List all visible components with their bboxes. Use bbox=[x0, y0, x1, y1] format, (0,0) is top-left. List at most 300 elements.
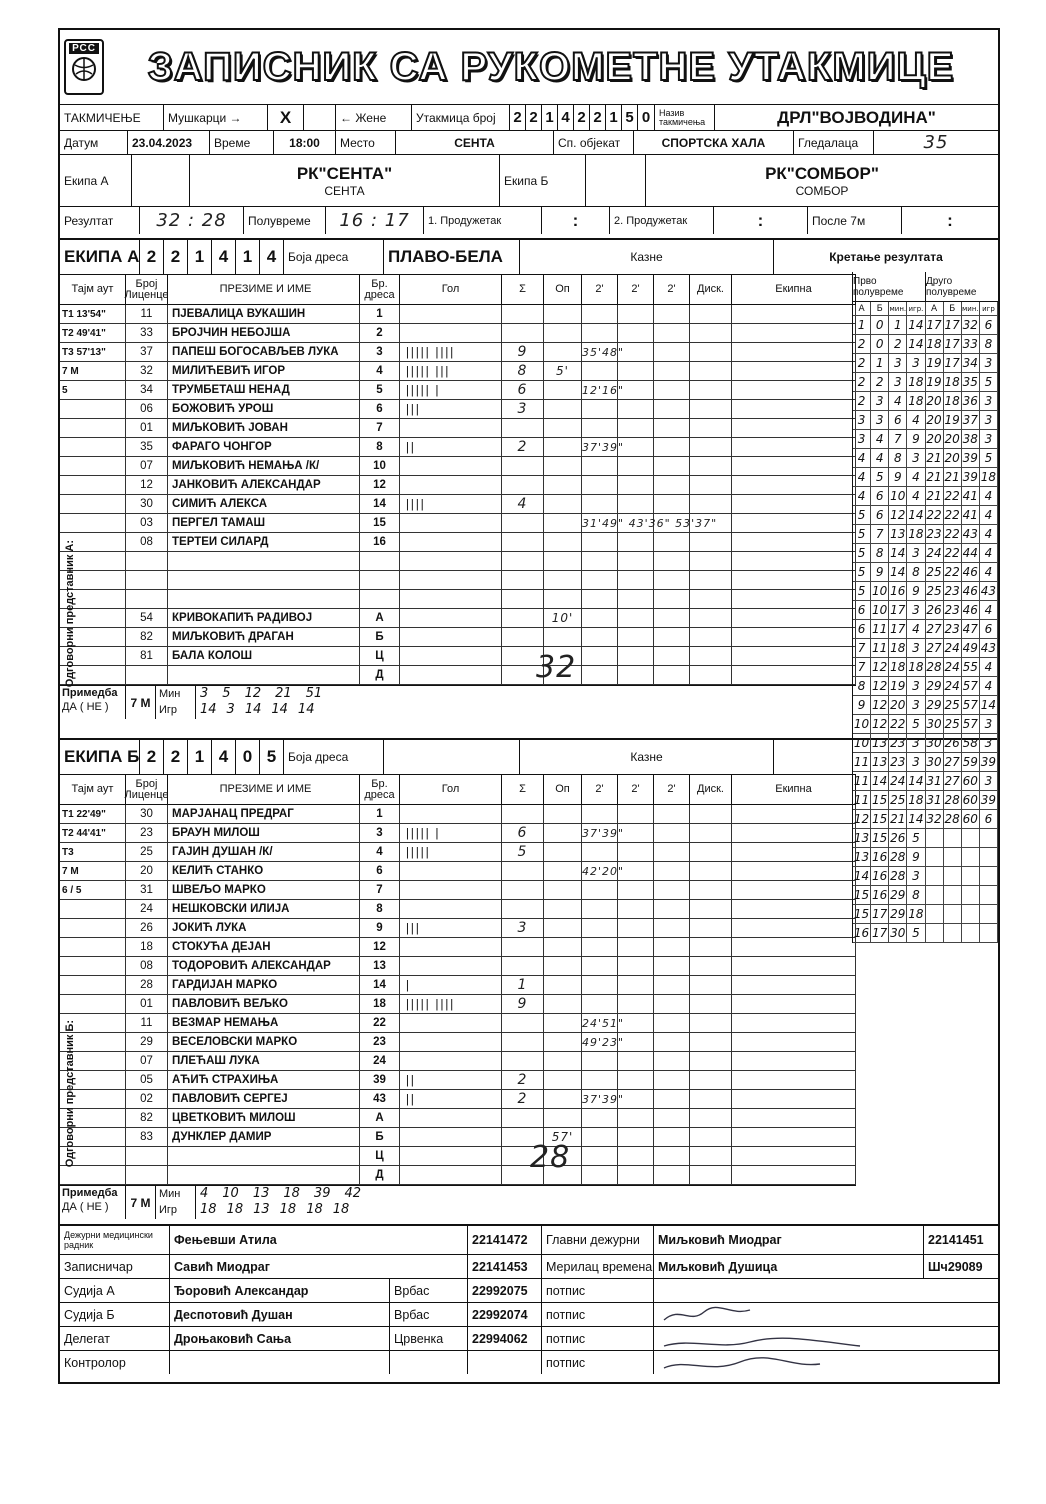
timeout-cell bbox=[60, 476, 126, 494]
progress-cell bbox=[980, 924, 998, 942]
suspension-cell-2 bbox=[618, 1128, 654, 1146]
progress-cell: 4 bbox=[853, 487, 871, 505]
player-name: СИМИЋ АЛЕКСА bbox=[168, 495, 360, 513]
progress-cell: 13 bbox=[853, 850, 870, 864]
progress-row bbox=[853, 715, 998, 734]
igr-value: 18 bbox=[279, 1202, 297, 1217]
team-penalty-cell bbox=[732, 900, 856, 918]
player-row bbox=[60, 305, 856, 324]
team-penalty-cell bbox=[732, 305, 856, 323]
team-a-jersey: ПЛАВО-БЕЛА bbox=[384, 240, 520, 274]
igr-value: 14 bbox=[244, 702, 262, 717]
progress-cell bbox=[926, 848, 944, 866]
goal-tally bbox=[400, 419, 502, 437]
progress-cell: 7 bbox=[871, 525, 889, 543]
progress-row bbox=[853, 525, 998, 544]
result-row bbox=[60, 206, 998, 234]
suspension-cell-2 bbox=[618, 1052, 654, 1070]
women-label: ← Жене bbox=[336, 105, 412, 130]
license-cell: 82 bbox=[126, 628, 168, 646]
license-cell: 83 bbox=[126, 1128, 168, 1146]
timeout-cell bbox=[60, 457, 126, 475]
suspension-cell-2 bbox=[618, 628, 654, 646]
page-title: ЗАПИСНИК СА РУКОМЕТНЕ УТАКМИЦЕ bbox=[147, 44, 955, 89]
suspension-cell-2 bbox=[618, 1166, 654, 1184]
disq-cell bbox=[690, 495, 732, 513]
progress-cell: 34 bbox=[962, 356, 978, 370]
progress-cell: 10 bbox=[853, 717, 870, 731]
suspension-cell-3 bbox=[654, 805, 690, 823]
progress-cell: 13 bbox=[853, 831, 870, 845]
timeout-cell bbox=[60, 495, 126, 513]
jersey-number: 5 bbox=[360, 381, 400, 399]
min-value: 4 bbox=[200, 1186, 209, 1201]
progress-cell: 31 bbox=[926, 774, 942, 788]
player-row bbox=[60, 324, 856, 343]
jersey-number: 9 bbox=[360, 919, 400, 937]
progress-cell: 12 bbox=[890, 508, 906, 522]
teams-row bbox=[60, 154, 998, 206]
player-name bbox=[168, 666, 360, 684]
progress-cell: 6 bbox=[853, 620, 871, 638]
progress-cell: 9 bbox=[907, 848, 925, 866]
progress-cell: 23 bbox=[926, 527, 942, 541]
progress-cell: 12 bbox=[872, 698, 888, 712]
progress-cell: 35 bbox=[962, 375, 978, 389]
progress-cell: 14 bbox=[890, 546, 906, 560]
player-name: ДУНКЛЕР ДАМИР bbox=[168, 1128, 360, 1146]
progress-cell: 11 bbox=[872, 622, 888, 636]
igr-value: 13 bbox=[253, 1202, 270, 1217]
progress-row bbox=[853, 468, 998, 487]
progress-row bbox=[853, 601, 998, 620]
min-value: 42 bbox=[344, 1186, 362, 1201]
progress-cell: 24 bbox=[944, 641, 960, 655]
team-penalty-cell bbox=[732, 381, 856, 399]
team-penalty-cell bbox=[732, 571, 856, 589]
progress-cell: 21 bbox=[926, 489, 942, 503]
progress-cell: 4 bbox=[907, 487, 925, 505]
goal-tally bbox=[400, 305, 502, 323]
license-cell: 06 bbox=[126, 400, 168, 418]
suspension-cell-3 bbox=[654, 1109, 690, 1127]
progress-row bbox=[853, 734, 998, 753]
disq-cell bbox=[690, 957, 732, 975]
suspension-cell-3 bbox=[654, 824, 690, 842]
suspension-cell-3 bbox=[654, 1090, 690, 1108]
goal-sum bbox=[502, 1014, 544, 1032]
progress-cell: 3 bbox=[889, 373, 907, 391]
time-label: Време bbox=[210, 131, 274, 154]
progress-cell: 4 bbox=[907, 620, 925, 638]
progress-row bbox=[853, 563, 998, 582]
suspension-cell bbox=[582, 805, 618, 823]
player-name bbox=[168, 571, 360, 589]
progress-row bbox=[853, 677, 998, 696]
player-row bbox=[60, 1014, 856, 1033]
progress-cell: 15 bbox=[872, 831, 888, 845]
goal-sum: 3 bbox=[502, 919, 544, 937]
suspension-cell-3 bbox=[654, 881, 690, 899]
suspension-cell-2 bbox=[618, 647, 654, 665]
progress-cell: 29 bbox=[926, 679, 942, 693]
player-row bbox=[60, 1090, 856, 1109]
suspension-cell-2 bbox=[618, 552, 654, 570]
disq-cell bbox=[690, 552, 732, 570]
player-name: БАЛА КОЛОШ bbox=[168, 647, 360, 665]
timeout-cell: 5 bbox=[60, 381, 126, 399]
progress-cell bbox=[944, 848, 962, 866]
progress-cell: 4 bbox=[853, 449, 871, 467]
suspension-cell-2 bbox=[618, 995, 654, 1013]
player-row bbox=[60, 628, 856, 647]
progress-cell: 28 bbox=[944, 793, 960, 807]
progress-cell: 23 bbox=[944, 603, 960, 617]
min-value: 18 bbox=[283, 1186, 300, 1201]
progress-cell: 39 bbox=[980, 793, 997, 807]
progress-cell: 4 bbox=[980, 544, 998, 562]
date-value: 23.04.2023 bbox=[128, 131, 210, 154]
progress-cell: 43 bbox=[980, 641, 997, 655]
progress-cell bbox=[944, 905, 962, 923]
suspension-cell bbox=[582, 900, 618, 918]
player-name: ТОДОРОВИЋ АЛЕКСАНДАР bbox=[168, 957, 360, 975]
igr-value: 18 bbox=[332, 1202, 350, 1217]
progress-cell: 12 bbox=[872, 660, 888, 674]
player-row bbox=[60, 552, 856, 571]
progress-cell: 14 bbox=[908, 508, 924, 522]
player-name: ЦВЕТКОВИЋ МИЛОШ bbox=[168, 1109, 360, 1127]
player-name: ТРУМБЕТАШ НЕНАД bbox=[168, 381, 360, 399]
progress-cell: 43 bbox=[962, 527, 978, 541]
goal-tally bbox=[400, 805, 502, 823]
suspension-cell-3 bbox=[654, 938, 690, 956]
team-penalty-cell bbox=[732, 628, 856, 646]
disq-cell bbox=[690, 305, 732, 323]
team-penalty-cell bbox=[732, 995, 856, 1013]
suspension-cell bbox=[582, 609, 618, 627]
warning-cell bbox=[544, 938, 582, 956]
progress-cell: 6 bbox=[980, 810, 998, 828]
spectators-value: 35 bbox=[923, 132, 949, 153]
progress-cell bbox=[980, 867, 998, 885]
goal-tally bbox=[400, 1052, 502, 1070]
suspension-cell-2 bbox=[618, 938, 654, 956]
igr-value: 18 bbox=[200, 1202, 217, 1217]
progress-cell: 2 bbox=[853, 354, 871, 372]
progress-row bbox=[853, 886, 998, 905]
player-name: ВЕСЕЛОВСКИ МАРКО bbox=[168, 1033, 360, 1051]
suspension-cell-2 bbox=[618, 1071, 654, 1089]
jersey-number: 13 bbox=[360, 957, 400, 975]
progress-cell: 12 bbox=[872, 679, 888, 693]
progress-cell: 3 bbox=[853, 411, 871, 429]
jersey-number: 8 bbox=[360, 438, 400, 456]
license-cell: 25 bbox=[126, 843, 168, 861]
goal-sum bbox=[502, 957, 544, 975]
goal-tally bbox=[400, 1109, 502, 1127]
disq-cell bbox=[690, 400, 732, 418]
suspension-cell-3 bbox=[654, 1147, 690, 1165]
progress-cell: 60 bbox=[962, 793, 978, 807]
progress-cell: 17 bbox=[890, 622, 906, 636]
suspension-cell-3 bbox=[654, 552, 690, 570]
player-name: НЕШКОВСКИ ИЛИЈА bbox=[168, 900, 360, 918]
progress-cell: 6 bbox=[871, 506, 889, 524]
progress-cell: 60 bbox=[962, 812, 978, 826]
progress-cell: 2 bbox=[853, 373, 871, 391]
team-b-rep-label: Одговорни представник Б: bbox=[64, 1020, 76, 1168]
igr-value: 14 bbox=[271, 702, 288, 717]
progress-cell: 1 bbox=[871, 354, 889, 372]
progress-cell: 8 bbox=[871, 544, 889, 562]
license-cell: 28 bbox=[126, 976, 168, 994]
progress-cell: 11 bbox=[853, 755, 870, 769]
team-a-rep-label: Одговорни представник А: bbox=[64, 540, 76, 688]
player-name: ПЕРГЕЛ ТАМАШ bbox=[168, 514, 360, 532]
timeout-cell bbox=[60, 1166, 126, 1184]
progress-cell: 5 bbox=[907, 829, 925, 847]
team-penalty-cell bbox=[732, 843, 856, 861]
player-name: МИЉКОВИЋ ЈОВАН bbox=[168, 419, 360, 437]
progress-cell bbox=[962, 848, 980, 866]
warning-cell bbox=[544, 919, 582, 937]
warning-cell bbox=[544, 381, 582, 399]
team-a-title-row: ЕКИПА А 2 2 1 4 1 4 Боја дреса ПЛАВО-БЕЛА Казне Кретање резултата bbox=[60, 240, 998, 274]
progress-cell: 20 bbox=[926, 394, 942, 408]
suspension-cell bbox=[582, 1147, 618, 1165]
progress-cell: 12 bbox=[853, 812, 870, 826]
warning-cell bbox=[544, 957, 582, 975]
goal-sum: 9 bbox=[502, 995, 544, 1013]
suspension-cell bbox=[582, 400, 618, 418]
warning-cell bbox=[544, 995, 582, 1013]
competition-row bbox=[60, 104, 998, 130]
player-row bbox=[60, 900, 856, 919]
progress-cell: 3 bbox=[907, 544, 925, 562]
jersey-number: 6 bbox=[360, 862, 400, 880]
min-value: 5 bbox=[222, 686, 231, 701]
player-row bbox=[60, 976, 856, 995]
progress-cell: 24 bbox=[926, 546, 942, 560]
license-cell: 24 bbox=[126, 900, 168, 918]
jersey-number bbox=[360, 552, 400, 570]
timeout-cell bbox=[60, 514, 126, 532]
license-cell: 11 bbox=[126, 305, 168, 323]
timeout-cell bbox=[60, 957, 126, 975]
progress-cell: 23 bbox=[890, 736, 906, 750]
progress-cell: 3 bbox=[853, 430, 871, 448]
suspension-cell bbox=[582, 305, 618, 323]
disq-cell bbox=[690, 900, 732, 918]
progress-cell: 41 bbox=[962, 508, 978, 522]
goal-tally bbox=[400, 881, 502, 899]
jersey-number: 1 bbox=[360, 305, 400, 323]
suspension-cell bbox=[582, 362, 618, 380]
goal-sum bbox=[502, 609, 544, 627]
player-row bbox=[60, 609, 856, 628]
progress-cell: 38 bbox=[962, 432, 978, 446]
progress-cell: 18 bbox=[980, 470, 997, 484]
officials-footer: Дежурни медицински радник Фењевши Атила 22141472 Главни дежурни Миљковић Миодраг 22141451 Записничар Савић Миодраг 22141453 Мерилац времена Миљковић Душица Шч29089 Судија А Ђоровић Александар Врбас 22992075 потпис Судија Б Деспотовић Душан Врбас 22992074 потпис Делегат Дроњаковић Сања Црвенка 22994062 потпис Контролор потпис bbox=[60, 1224, 998, 1374]
disq-cell bbox=[690, 1014, 732, 1032]
warning-cell bbox=[544, 571, 582, 589]
player-name: ПАВЛОВИЋ ВЕЉКО bbox=[168, 995, 360, 1013]
disq-cell bbox=[690, 1090, 732, 1108]
warning-cell bbox=[544, 400, 582, 418]
progress-cell: 18 bbox=[944, 375, 960, 389]
progress-cell: 18 bbox=[926, 337, 942, 351]
license-cell: 26 bbox=[126, 919, 168, 937]
team-b-total: 28 bbox=[530, 1140, 571, 1175]
progress-cell: 24 bbox=[944, 679, 960, 693]
license-cell: 37 bbox=[126, 343, 168, 361]
progress-cell: 22 bbox=[926, 508, 942, 522]
team-a-penalties-label: Казне bbox=[520, 240, 774, 274]
progress-cell: 6 bbox=[980, 316, 998, 334]
player-row bbox=[60, 1109, 856, 1128]
timeout-cell: T3 57'13" bbox=[60, 343, 126, 361]
disq-cell bbox=[690, 609, 732, 627]
warning-cell: 57' bbox=[544, 1128, 582, 1146]
warning-cell bbox=[544, 843, 582, 861]
progress-row bbox=[853, 753, 998, 772]
progress-row bbox=[853, 696, 998, 715]
suspension-cell-2 bbox=[618, 590, 654, 608]
progress-cell: 37 bbox=[962, 413, 978, 427]
team-penalty-cell bbox=[732, 438, 856, 456]
progress-cell: 4 bbox=[980, 601, 998, 619]
progress-cell: 18 bbox=[908, 907, 924, 921]
progress-cell: 7 bbox=[853, 658, 871, 676]
progress-cell: 3 bbox=[980, 715, 998, 733]
progress-row bbox=[853, 354, 998, 373]
progress-cell: 3 bbox=[907, 753, 925, 771]
player-row bbox=[60, 805, 856, 824]
license-cell: 32 bbox=[126, 362, 168, 380]
progress-cell: 0 bbox=[871, 335, 889, 353]
team-penalty-cell bbox=[732, 1014, 856, 1032]
progress-row bbox=[853, 582, 998, 601]
player-row bbox=[60, 995, 856, 1014]
player-name: МИЛИЋЕВИЋ ИГОР bbox=[168, 362, 360, 380]
jersey-number: 14 bbox=[360, 495, 400, 513]
goal-tally bbox=[400, 862, 502, 880]
progress-cell: 28 bbox=[926, 660, 942, 674]
suspension-cell-3 bbox=[654, 495, 690, 513]
suspension-cell-3 bbox=[654, 843, 690, 861]
goal-sum bbox=[502, 305, 544, 323]
goal-sum: 8 bbox=[502, 362, 544, 380]
goal-tally bbox=[400, 1147, 502, 1165]
team-penalty-cell bbox=[732, 881, 856, 899]
suspension-cell bbox=[582, 881, 618, 899]
team-penalty-cell bbox=[732, 666, 856, 684]
player-row bbox=[60, 590, 856, 609]
suspension-cell bbox=[582, 628, 618, 646]
suspension-cell-3 bbox=[654, 976, 690, 994]
warning-cell bbox=[544, 1014, 582, 1032]
team-a-total: 32 bbox=[536, 650, 577, 685]
progress-cell: 3 bbox=[980, 392, 998, 410]
progress-cell: 28 bbox=[890, 850, 906, 864]
player-row bbox=[60, 1147, 856, 1166]
suspension-cell bbox=[582, 1071, 618, 1089]
suspension-cell-2 bbox=[618, 881, 654, 899]
team-penalty-cell bbox=[732, 1033, 856, 1051]
goal-sum bbox=[502, 476, 544, 494]
progress-cell: 5 bbox=[853, 544, 871, 562]
goal-sum: 6 bbox=[502, 824, 544, 842]
progress-cell: 19 bbox=[944, 413, 960, 427]
men-mark[interactable]: X bbox=[268, 105, 304, 130]
suspension-cell: 37'39" bbox=[582, 824, 618, 842]
progress-cell: 10 bbox=[872, 603, 888, 617]
license-cell: 08 bbox=[126, 957, 168, 975]
progress-cell: 4 bbox=[907, 411, 925, 429]
progress-cell: 15 bbox=[872, 812, 888, 826]
progress-cell: 10 bbox=[853, 736, 870, 750]
progress-cell: 16 bbox=[872, 850, 888, 864]
progress-cell: 4 bbox=[980, 563, 998, 581]
player-name: АЋИЋ СТРАХИЊА bbox=[168, 1071, 360, 1089]
progress-cell: 4 bbox=[980, 677, 998, 695]
progress-cell: 29 bbox=[890, 907, 906, 921]
goal-tally: ||||| |||| bbox=[400, 343, 502, 361]
hall-label: Сп. објекат bbox=[554, 131, 634, 154]
ot1-value: : bbox=[542, 207, 610, 234]
jersey-number: 16 bbox=[360, 533, 400, 551]
timeout-cell bbox=[60, 919, 126, 937]
progress-cell: 3 bbox=[871, 411, 889, 429]
goal-tally: ||||| |||| bbox=[400, 995, 502, 1013]
progress-cell: 19 bbox=[890, 679, 906, 693]
progress-row bbox=[853, 449, 998, 468]
suspension-cell-3 bbox=[654, 666, 690, 684]
progress-cell: 30 bbox=[926, 736, 942, 750]
team-penalty-cell bbox=[732, 1071, 856, 1089]
goal-tally bbox=[400, 1128, 502, 1146]
disq-cell bbox=[690, 824, 732, 842]
progress-cell: 2 bbox=[853, 392, 871, 410]
progress-row bbox=[853, 639, 998, 658]
jersey-number: 12 bbox=[360, 938, 400, 956]
progress-cell: 14 bbox=[908, 337, 924, 351]
warning-cell bbox=[544, 1071, 582, 1089]
progress-cell: 12 bbox=[872, 717, 888, 731]
progress-cell: 25 bbox=[944, 717, 960, 731]
progress-cell: 3 bbox=[871, 392, 889, 410]
disq-cell bbox=[690, 438, 732, 456]
progress-cell: 16 bbox=[872, 869, 888, 883]
progress-cell: 8 bbox=[907, 886, 925, 904]
player-name: ПЛЕЋАШ ЛУКА bbox=[168, 1052, 360, 1070]
progress-cell: 3 bbox=[907, 867, 925, 885]
suspension-cell bbox=[582, 666, 618, 684]
disq-cell bbox=[690, 457, 732, 475]
license-cell: 05 bbox=[126, 1071, 168, 1089]
progress-cell: 32 bbox=[962, 318, 978, 332]
jersey-number: 4 bbox=[360, 843, 400, 861]
progress-cell: 25 bbox=[926, 565, 942, 579]
hall-value: СПОРТСКА ХАЛА bbox=[634, 131, 794, 154]
half-label: Полувреме bbox=[244, 207, 326, 234]
team-a-name: РК"СЕНТА" bbox=[296, 163, 393, 183]
progress-cell: 47 bbox=[962, 622, 978, 636]
goal-sum bbox=[502, 1052, 544, 1070]
suspension-cell-2 bbox=[618, 305, 654, 323]
team-b-jersey bbox=[384, 740, 520, 774]
